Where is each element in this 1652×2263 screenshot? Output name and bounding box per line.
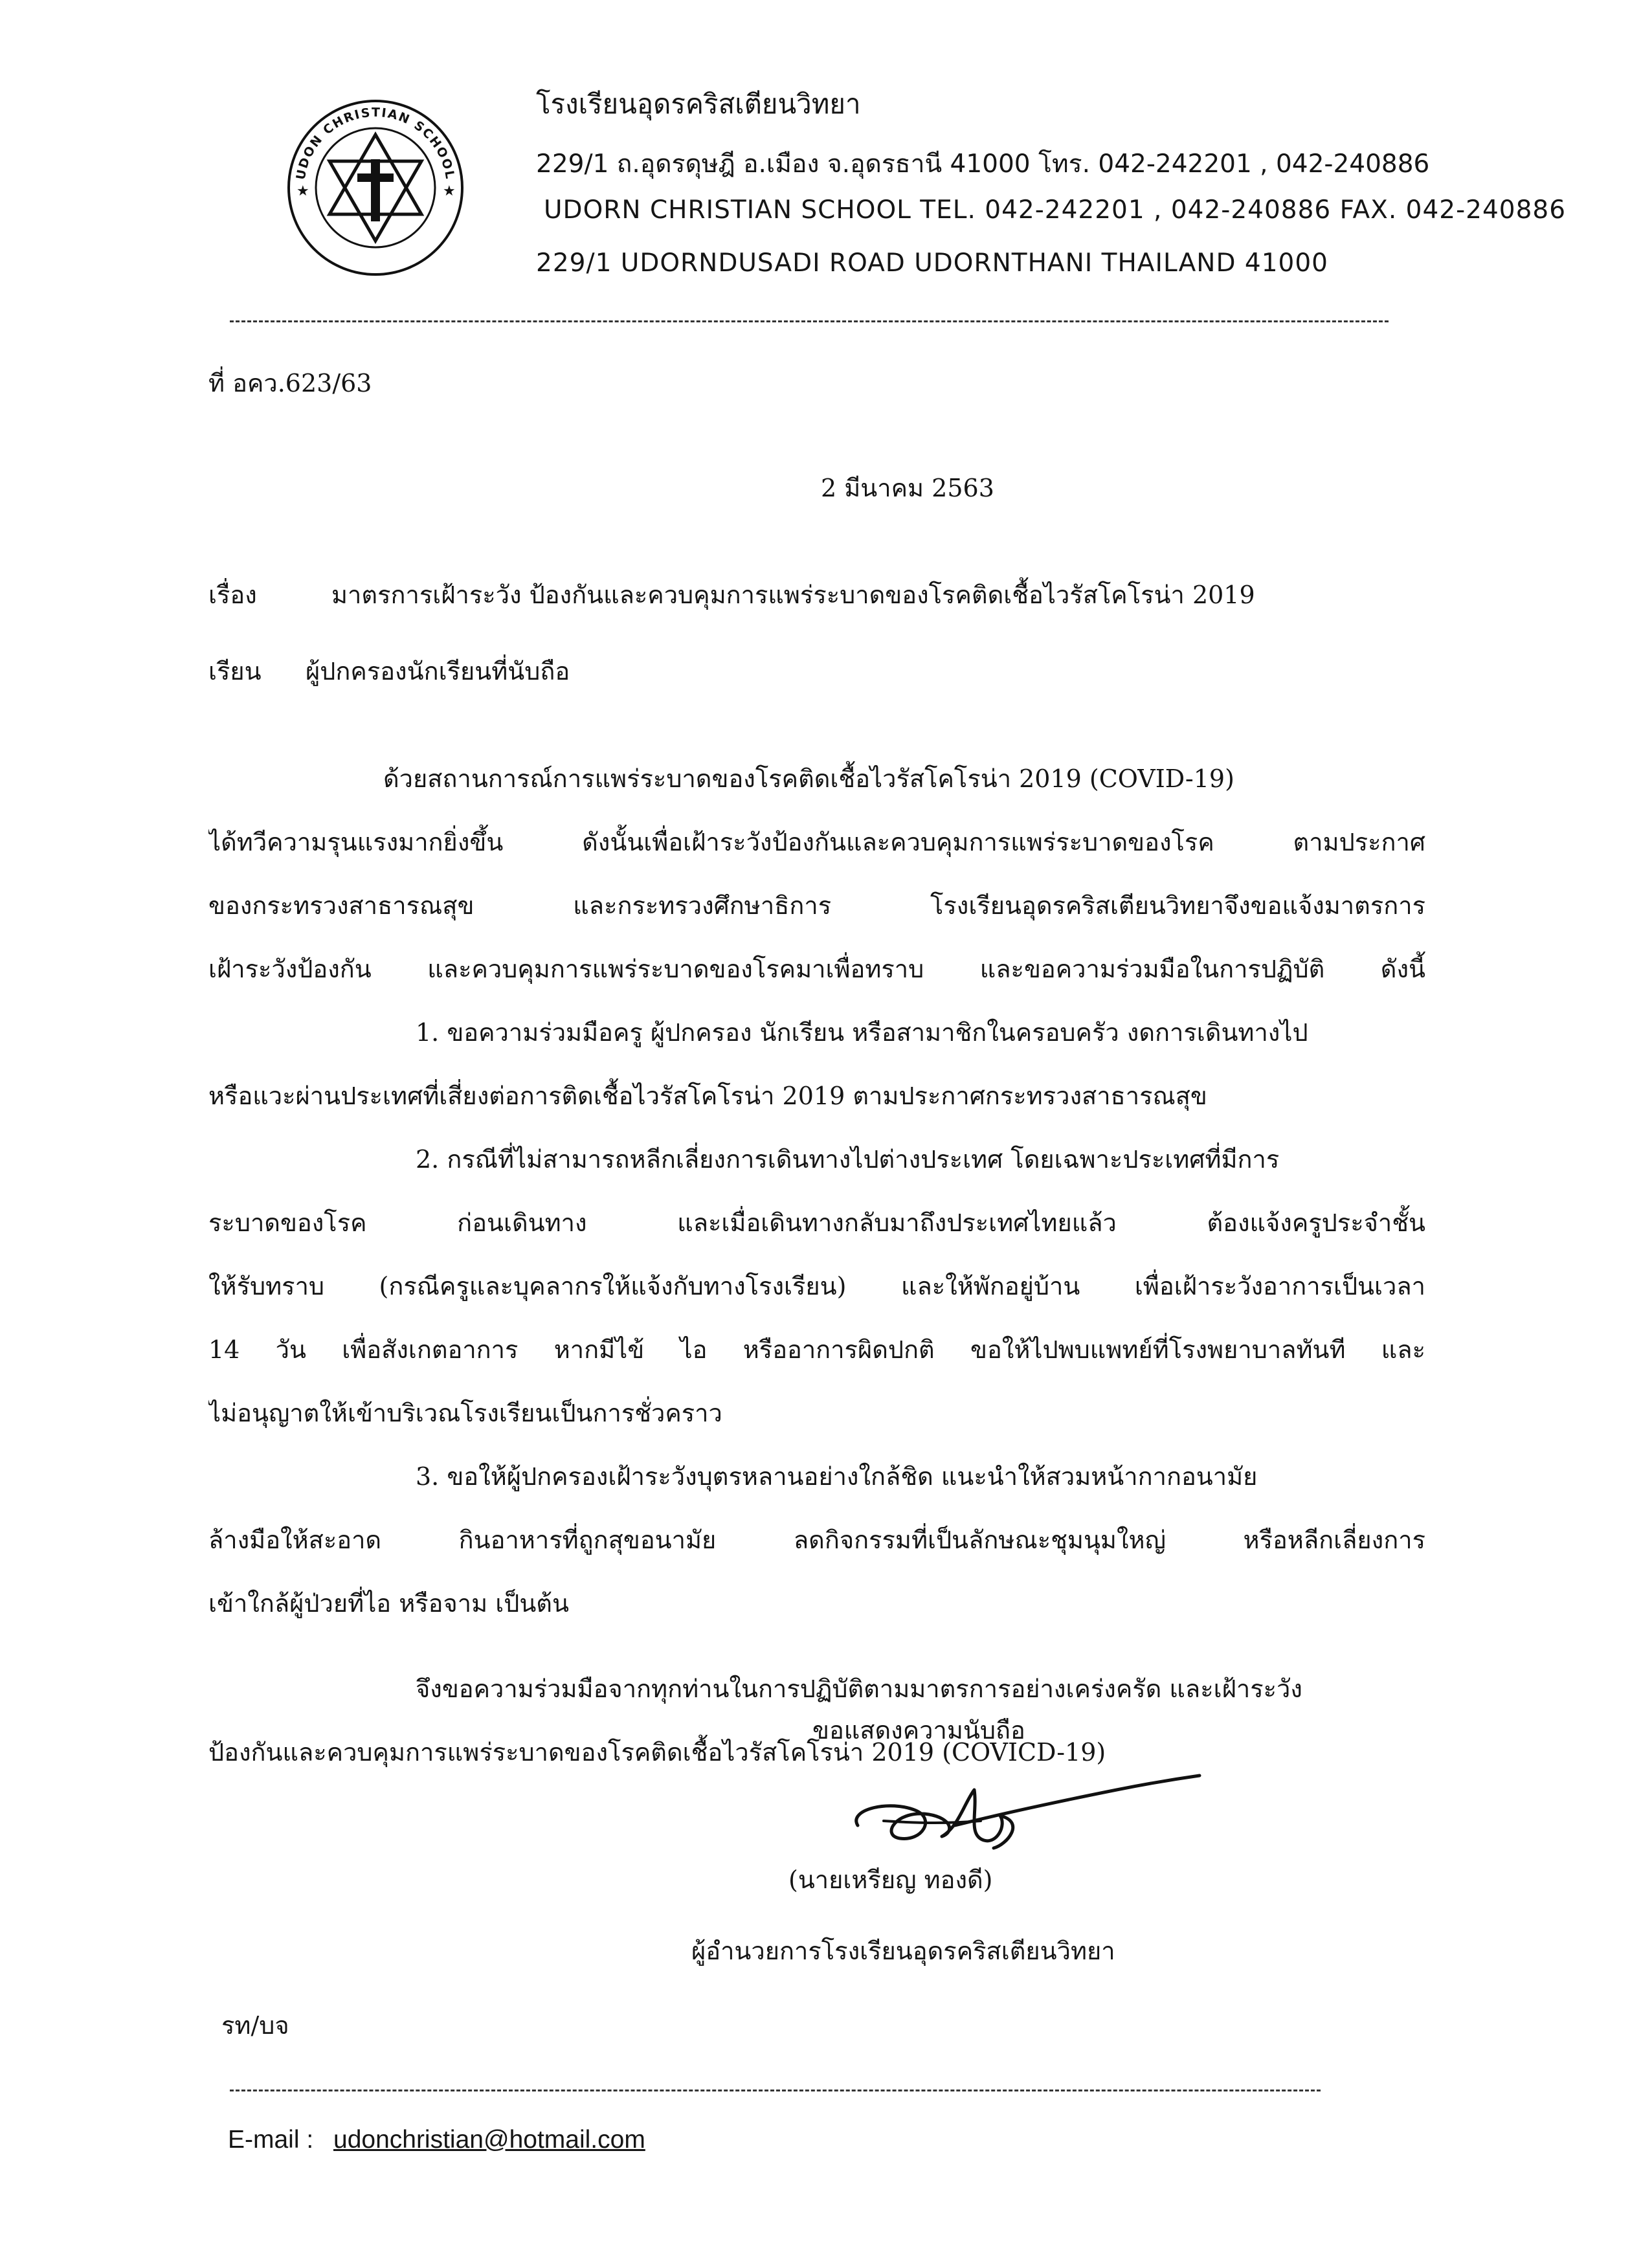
school-emblem-star-cross-icon	[285, 97, 466, 278]
header-divider	[230, 320, 1389, 322]
department-code: รท/บจ	[221, 2011, 289, 2040]
school-name-thai: โรงเรียนอุดรคริสเตียนวิทยา	[536, 88, 861, 120]
closing-phrase: ขอแสดงความนับถือ	[812, 1716, 1025, 1745]
reference-number: ที่ อคว.623/63	[208, 369, 372, 397]
address-english: 229/1 UDORNDUSADI ROAD UDORNTHANI THAILAND 41000	[536, 249, 1328, 278]
body-line: ระบาดของโรค ก่อนเดินทาง และเมื่อเดินทางกลับมาถึงประเทศไทยแล้ว ต้องแจ้งครูประจำชั้น	[208, 1209, 1425, 1237]
recipient-label: เรียน	[208, 657, 262, 686]
logo-ring-text: UDON CHRISTIAN SCHOOL	[293, 105, 458, 181]
body-line: จึงขอความร่วมมือจากทุกท่านในการปฏิบัติตามมาตรการอย่างเคร่งครัด และเฝ้าระวัง	[416, 1675, 1302, 1703]
email-link[interactable]: udonchristian@hotmail.com	[333, 2126, 645, 2154]
handwritten-signature-icon	[845, 1764, 1207, 1858]
body-line: 2. กรณีที่ไม่สามารถหลีกเลี่ยงการเดินทางไปต่างประเทศ โดยเฉพาะประเทศที่มีการ	[416, 1145, 1280, 1174]
svg-text:★: ★	[296, 183, 309, 199]
body-line: เฝ้าระวังป้องกัน และควบคุมการแพร่ระบาดของโรคมาเพื่อทราบ และขอความร่วมมือในการปฏิบัติ ดังนี้	[208, 955, 1425, 983]
body-line: 3. ขอให้ผู้ปกครองเฝ้าระวังบุตรหลานอย่างใกล้ชิด แนะนำให้สวมหน้ากากอนามัย	[416, 1462, 1258, 1491]
body-line: เข้าใกล้ผู้ป่วยที่ไอ หรือจาม เป็นต้น	[208, 1589, 569, 1618]
letter-body	[208, 759, 1425, 1796]
letter-date: 2 มีนาคม 2563	[821, 474, 994, 502]
body-line: 14 วัน เพื่อสังเกตอาการ หากมีไข้ ไอ หรืออาการผิดปกติ ขอให้ไปพบแพทย์ที่โรงพยาบาลทันที และ	[208, 1335, 1425, 1364]
subject-text: มาตรการเฝ้าระวัง ป้องกันและควบคุมการแพร่ระบาดของโรคติดเชื้อไวรัสโคโรน่า 2019	[331, 581, 1255, 609]
body-line: 1. ขอความร่วมมือครู ผู้ปกครอง นักเรียน หรือสามาชิกในครอบครัว งดการเดินทางไป	[416, 1018, 1308, 1047]
signer-name: (นายเหรียญ ทองดี)	[788, 1866, 993, 1894]
email-label: E-mail :	[228, 2126, 314, 2154]
signer-title: ผู้อำนวยการโรงเรียนอุดรคริสเตียนวิทยา	[691, 1937, 1115, 1965]
body-line: ล้างมือให้สะอาด กินอาหารที่ถูกสุขอนามัย ลดกิจกรรมที่เป็นลักษณะชุมนุมใหญ่ หรือหลีกเลี่ยงการ	[208, 1526, 1425, 1554]
recipient-text: ผู้ปกครองนักเรียนที่นับถือ	[306, 657, 570, 686]
body-line: ไม่อนุญาตให้เข้าบริเวณโรงเรียนเป็นการชั่วคราว	[208, 1399, 722, 1427]
body-line: ป้องกันและควบคุมการแพร่ระบาดของโรคติดเชื้อไวรัสโคโรน่า 2019 (COVICD-19)	[208, 1738, 1106, 1767]
body-line: ด้วยสถานการณ์การแพร่ระบาดของโรคติดเชื้อไวรัสโคโรน่า 2019 (COVID-19)	[383, 764, 1234, 793]
body-line: ให้รับทราบ (กรณีครูและบุคลากรให้แจ้งกับทางโรงเรียน) และให้พักอยู่บ้าน เพื่อเฝ้าระวังอาการเป็นเวลา	[208, 1272, 1425, 1300]
body-line: หรือแวะผ่านประเทศที่เสี่ยงต่อการติดเชื้อไวรัสโคโรน่า 2019 ตามประกาศกระทรวงสาธารณสุข	[208, 1082, 1207, 1110]
body-line: ของกระทรวงสาธารณสุข และกระทรวงศึกษาธิการ โรงเรียนอุดรคริสเตียนวิทยาจึงขอแจ้งมาตรการ	[208, 891, 1425, 920]
footer-divider	[230, 2090, 1321, 2091]
subject-label: เรื่อง	[208, 581, 257, 609]
svg-text:★: ★	[443, 183, 456, 199]
address-phone-thai: 229/1 ถ.อุดรดุษฎี อ.เมือง จ.อุดรธานี 41000 โทร. 042-242201 , 042-240886	[536, 150, 1430, 179]
school-contact-english: UDORN CHRISTIAN SCHOOL TEL. 042-242201 , 042-240886 FAX. 042-240886	[544, 195, 1567, 225]
body-line: ได้ทวีความรุนแรงมากยิ่งขึ้น ดังนั้นเพื่อเฝ้าระวังป้องกันและควบคุมการแพร่ระบาดของโรค ตามประกาศ	[208, 828, 1425, 856]
